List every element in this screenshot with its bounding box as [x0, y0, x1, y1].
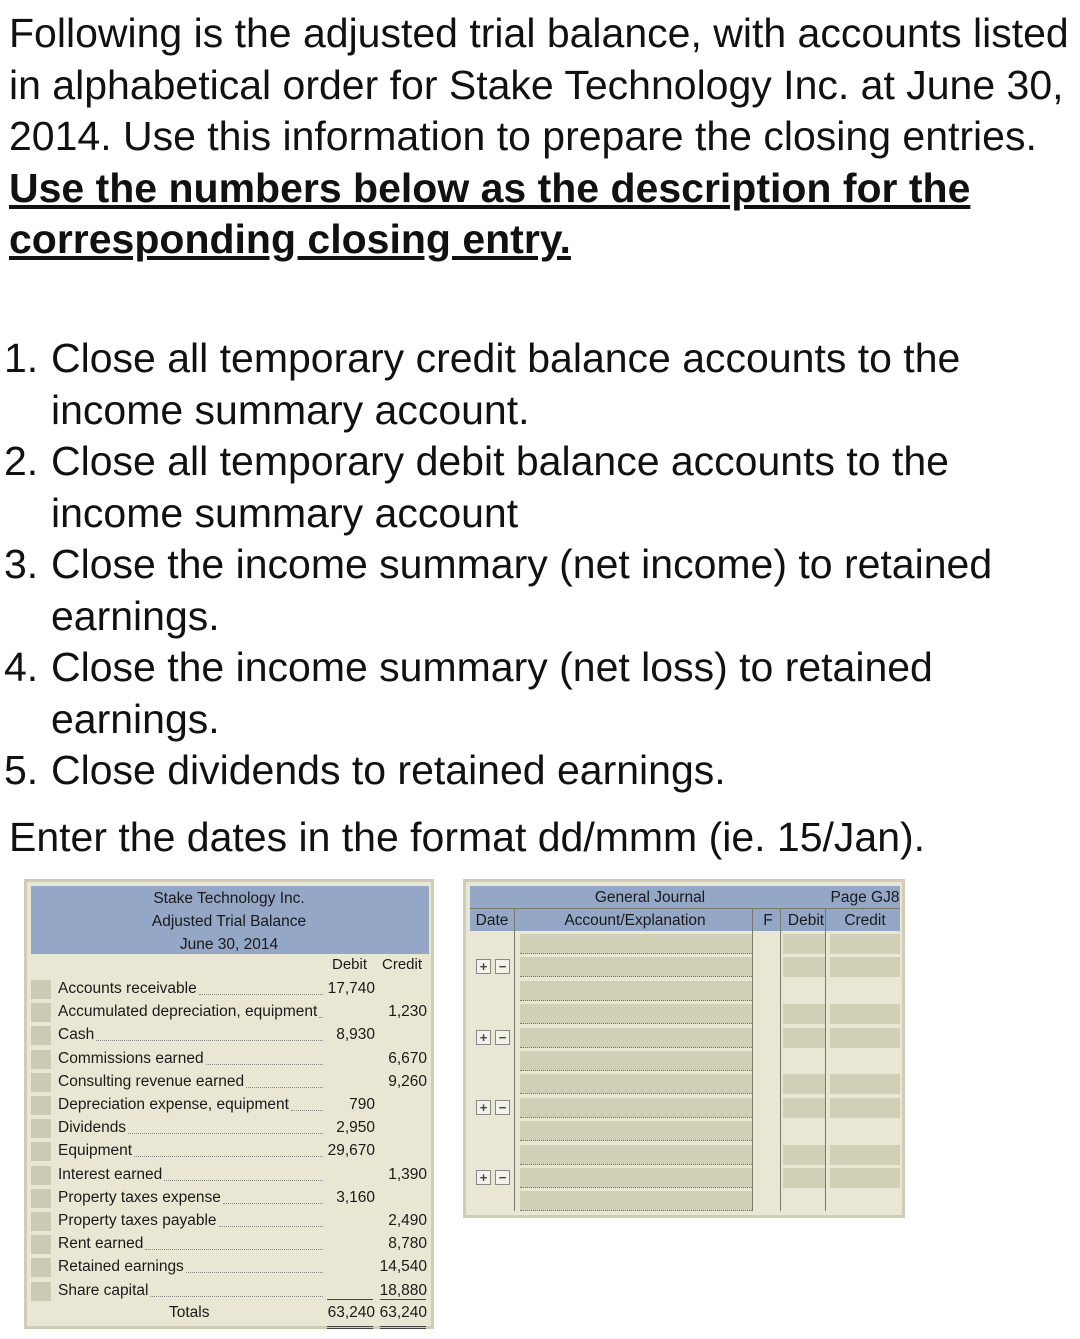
- journal-line: [470, 933, 900, 955]
- account-input[interactable]: [520, 1098, 752, 1118]
- date-input[interactable]: [470, 1145, 514, 1165]
- journal-line: [470, 1120, 900, 1142]
- account-input[interactable]: [520, 1145, 752, 1165]
- debit-input[interactable]: [783, 1004, 825, 1024]
- credit-amount: 8,780: [388, 1235, 427, 1253]
- tb-totals-row: [31, 1302, 431, 1326]
- credit-col-header: Credit: [844, 912, 886, 929]
- tb-total-credit: 63,240: [379, 1304, 427, 1321]
- table-row: [31, 1140, 431, 1163]
- journal-page: Page GJ8: [830, 889, 900, 906]
- debit-input[interactable]: [783, 1168, 825, 1188]
- row-selector[interactable]: [31, 1235, 51, 1254]
- account-name: Consulting revenue earned: [58, 1072, 245, 1090]
- add-row-icon[interactable]: +: [476, 1030, 491, 1045]
- leader-dots: [219, 1226, 323, 1227]
- account-name: Accumulated depreciation, equipment: [58, 1003, 318, 1021]
- general-journal-panel: [463, 879, 905, 1218]
- list-item: 2. Close all temporary debit balance accounts to the income summary account: [4, 438, 949, 536]
- table-row: [31, 978, 431, 1001]
- trial-balance-panel: [24, 879, 434, 1329]
- leader-dots: [134, 1156, 323, 1157]
- row-selector[interactable]: [31, 1119, 51, 1138]
- credit-input[interactable]: [830, 1028, 900, 1048]
- account-name: Property taxes payable: [58, 1212, 217, 1229]
- question-intro: [9, 8, 1069, 266]
- journal-line: [470, 1144, 900, 1166]
- debit-input[interactable]: [783, 1028, 825, 1048]
- table-row: [31, 1048, 431, 1071]
- credit-amount: 1,390: [388, 1165, 427, 1183]
- account-name: Retained earnings: [58, 1258, 184, 1276]
- credit-input[interactable]: [830, 1168, 900, 1188]
- credit-amount: 2,490: [388, 1212, 427, 1229]
- credit-amount: 1,230: [388, 1003, 427, 1021]
- table-row: [31, 1233, 431, 1256]
- intro-bold-instruction: Use the numbers below as the description for the corresponding closing entry.: [9, 164, 971, 262]
- journal-line: [470, 1027, 900, 1049]
- journal-line: [470, 1167, 900, 1189]
- tb-date: June 30, 2014: [179, 936, 279, 953]
- row-selector[interactable]: [31, 1073, 51, 1092]
- f-col-header: F: [763, 912, 773, 929]
- debit-amount: 790: [349, 1096, 375, 1113]
- row-selector[interactable]: [31, 1142, 51, 1161]
- account-input[interactable]: [520, 934, 752, 954]
- date-col-header: Date: [475, 912, 509, 929]
- journal-title: General Journal: [594, 889, 706, 906]
- tb-totals-label: Totals: [169, 1304, 210, 1321]
- remove-row-icon[interactable]: −: [495, 959, 510, 974]
- credit-double-rule: [380, 1326, 426, 1329]
- account-input[interactable]: [520, 1168, 752, 1188]
- row-selector[interactable]: [31, 1050, 51, 1069]
- account-col-header: Account/Explanation: [564, 912, 706, 929]
- leader-dots: [128, 1133, 323, 1134]
- add-row-icon[interactable]: +: [476, 959, 491, 974]
- leader-dots: [150, 1296, 323, 1297]
- tb-debit-header: Debit: [332, 956, 368, 973]
- leader-dots: [291, 1110, 323, 1111]
- header-divider: [470, 908, 900, 909]
- debit-input[interactable]: [783, 1074, 825, 1094]
- debit-input[interactable]: [783, 957, 825, 977]
- date-format-note: Enter the dates in the format dd/mmm (ie. 15/Jan).: [9, 814, 926, 860]
- tb-title: Adjusted Trial Balance: [151, 913, 307, 930]
- account-name: Property taxes expense: [58, 1188, 221, 1206]
- credit-input[interactable]: [830, 1004, 900, 1024]
- row-selector[interactable]: [31, 1096, 51, 1115]
- account-name: Interest earned: [58, 1165, 163, 1183]
- account-name: Accounts receivable: [58, 980, 197, 997]
- closing-steps-list: [4, 333, 1074, 797]
- leader-dots: [319, 1017, 323, 1018]
- debit-amount: 2,950: [336, 1119, 375, 1137]
- credit-input[interactable]: [830, 1098, 900, 1118]
- debit-amount: 8,930: [336, 1026, 375, 1044]
- list-item: 1. Close all temporary credit balance accounts to the income summary account.: [4, 335, 961, 433]
- account-name: Commissions earned: [58, 1049, 204, 1067]
- journal-line: [470, 1050, 900, 1072]
- table-row: [31, 1210, 431, 1233]
- row-selector[interactable]: [31, 980, 51, 999]
- leader-dots: [206, 1064, 323, 1065]
- leader-dots: [96, 1040, 323, 1041]
- account-name: Depreciation expense, equipment: [58, 1096, 289, 1113]
- journal-line: [470, 980, 900, 1002]
- account-input[interactable]: [520, 1051, 752, 1071]
- debit-col-header: Debit: [787, 912, 825, 929]
- account-name: Dividends: [58, 1119, 127, 1137]
- account-input[interactable]: [520, 1191, 752, 1211]
- account-input[interactable]: [520, 981, 752, 1001]
- credit-amount: 18,880: [379, 1281, 427, 1299]
- trial-balance-header: [31, 886, 429, 954]
- debit-total-rule: [327, 1299, 373, 1300]
- credit-input[interactable]: [830, 934, 900, 954]
- account-input[interactable]: [520, 957, 752, 977]
- debit-amount: 3,160: [336, 1188, 375, 1206]
- table-row: [31, 1117, 431, 1140]
- list-item: 3. Close the income summary (net income) to retained earnings.: [4, 541, 993, 639]
- account-input[interactable]: [520, 1074, 752, 1094]
- leader-dots: [199, 994, 323, 995]
- row-selector[interactable]: [31, 1189, 51, 1208]
- journal-line: [470, 1097, 900, 1119]
- remove-row-icon[interactable]: −: [495, 1030, 510, 1045]
- intro-text: Following is the adjusted trial balance, with accounts listed in alphabetical order for Stake Technology Inc. at June 30, 2014. Use this information to prepare the closing entries.: [9, 10, 1069, 159]
- debit-double-rule: [327, 1326, 373, 1329]
- credit-amount: 9,260: [388, 1072, 427, 1090]
- table-row: [31, 1256, 431, 1279]
- debit-input[interactable]: [783, 934, 825, 954]
- row-selector[interactable]: [31, 1212, 51, 1231]
- table-row: [31, 1164, 431, 1187]
- add-row-icon[interactable]: +: [476, 1100, 491, 1115]
- credit-total-rule: [380, 1299, 426, 1300]
- table-row: [31, 1071, 431, 1094]
- list-item: 5. Close dividends to retained earnings.: [4, 747, 726, 793]
- journal-line: [470, 956, 900, 978]
- account-name: Cash: [58, 1026, 95, 1044]
- row-selector[interactable]: [31, 1282, 51, 1301]
- credit-amount: 6,670: [388, 1049, 427, 1067]
- tb-credit-header: Credit: [382, 956, 423, 973]
- tb-company: Stake Technology Inc.: [153, 890, 305, 907]
- add-row-icon[interactable]: +: [476, 1170, 491, 1185]
- table-row: [31, 1094, 431, 1117]
- leader-dots: [164, 1180, 323, 1181]
- credit-amount: 14,540: [379, 1258, 427, 1276]
- account-input[interactable]: [520, 1121, 752, 1141]
- row-selector[interactable]: [31, 1258, 51, 1277]
- row-selector[interactable]: [31, 1003, 51, 1022]
- account-input[interactable]: [520, 1028, 752, 1048]
- table-row: [31, 1187, 431, 1210]
- leader-dots: [223, 1203, 323, 1204]
- date-input[interactable]: [470, 1004, 514, 1024]
- debit-input[interactable]: [783, 1098, 825, 1118]
- credit-input[interactable]: [830, 1074, 900, 1094]
- row-selector[interactable]: [31, 1166, 51, 1185]
- leader-dots: [145, 1249, 323, 1250]
- remove-row-icon[interactable]: −: [495, 1170, 510, 1185]
- leader-dots: [186, 1272, 323, 1273]
- row-selector[interactable]: [31, 1026, 51, 1045]
- credit-input[interactable]: [830, 1145, 900, 1165]
- account-name: Share capital: [58, 1281, 149, 1299]
- date-input[interactable]: [470, 934, 514, 954]
- debit-amount: 17,740: [327, 980, 375, 997]
- table-row: [31, 1024, 431, 1047]
- tb-total-debit: 63,240: [327, 1304, 375, 1321]
- account-name: Rent earned: [58, 1235, 144, 1253]
- account-input[interactable]: [520, 1004, 752, 1024]
- leader-dots: [246, 1087, 323, 1088]
- credit-input[interactable]: [830, 957, 900, 977]
- table-row: [31, 1001, 431, 1024]
- debit-amount: 29,670: [327, 1142, 375, 1160]
- list-item: 4. Close the income summary (net loss) to retained earnings.: [4, 644, 933, 742]
- remove-row-icon[interactable]: −: [495, 1100, 510, 1115]
- account-name: Equipment: [58, 1142, 133, 1160]
- journal-line: [470, 1073, 900, 1095]
- journal-line: [470, 1190, 900, 1212]
- debit-input[interactable]: [783, 1145, 825, 1165]
- journal-line: [470, 1003, 900, 1025]
- date-input[interactable]: [470, 1074, 514, 1094]
